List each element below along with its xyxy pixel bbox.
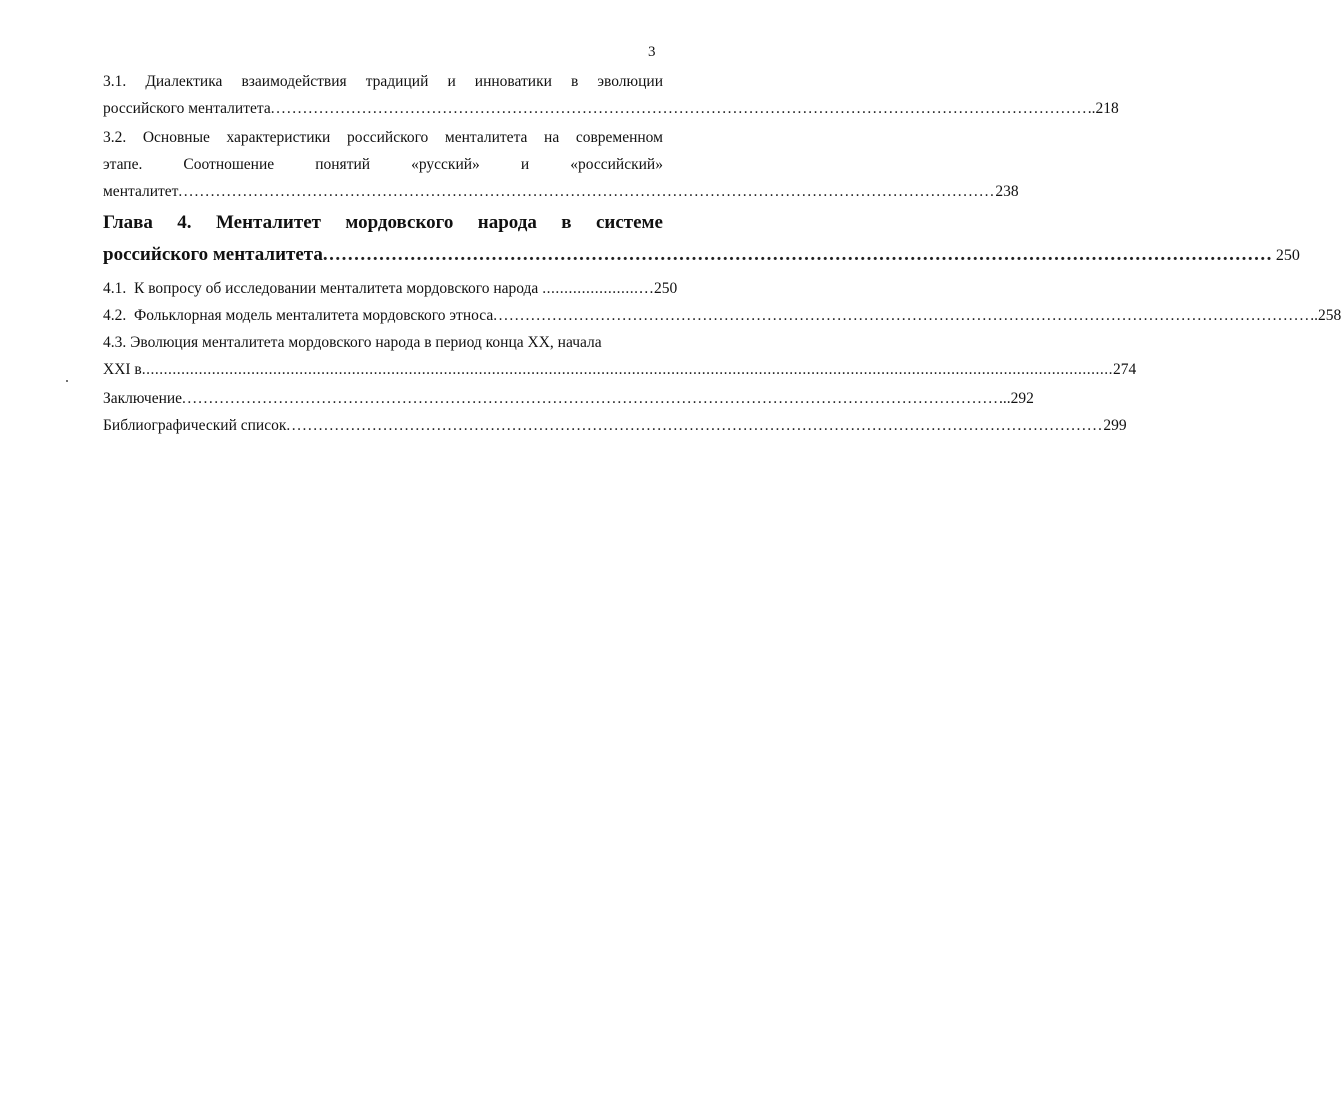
toc-entry-4-3 xyxy=(103,329,1137,383)
dot-leader: .............................................................................................................................................................................................................................. xyxy=(141,361,1113,378)
table-of-contents xyxy=(103,68,1341,439)
toc-page-number: ..258 xyxy=(1310,307,1341,324)
toc-entry-4-2 xyxy=(103,302,1341,329)
toc-entry-title: российского менталитета xyxy=(103,100,271,117)
word: взаимодействия xyxy=(241,73,347,90)
word: российского xyxy=(346,129,429,146)
toc-page-number: ..218 xyxy=(1087,100,1119,117)
word: этапе. xyxy=(103,156,143,173)
word: 3.1. xyxy=(103,73,127,90)
dot-leader: ........................................................................................................................................................ xyxy=(182,390,1000,407)
toc-chapter-4-line2 xyxy=(103,239,1300,272)
word: в xyxy=(570,73,579,90)
word: мордовского xyxy=(345,212,454,233)
toc-page-number: ...292 xyxy=(999,390,1034,407)
word: Глава xyxy=(103,212,153,233)
dot-leader: ........................................................................................................................................................ xyxy=(178,183,996,200)
toc-entry-title: 4.2. Фольклорная модель менталитета мордовского этноса xyxy=(103,307,494,324)
toc-entry-title: Заключение xyxy=(103,390,183,407)
toc-entry-3-1 xyxy=(103,68,1119,122)
page-number: 3 xyxy=(648,44,656,60)
dot-leader: ........................................................................................................................................................ xyxy=(286,417,1104,434)
toc-page-number: 274 xyxy=(1113,361,1137,378)
toc-entry-3-2-line1 xyxy=(103,124,663,151)
word: понятий xyxy=(315,156,371,173)
toc-entry-3-1-line2 xyxy=(103,95,1119,122)
toc-entry-3-2-line2 xyxy=(103,151,663,178)
word: и xyxy=(520,156,530,173)
toc-page-number: 299 xyxy=(1103,417,1127,434)
word: инноватики xyxy=(474,73,552,90)
word: на xyxy=(544,129,560,146)
dot-leader: ...................... xyxy=(542,280,639,297)
word: 3.2. xyxy=(103,129,127,146)
word: Менталитет xyxy=(215,212,321,233)
word: народа xyxy=(477,212,537,233)
toc-page-number: 238 xyxy=(995,183,1019,200)
word: Соотношение xyxy=(183,156,275,173)
word: «русский» xyxy=(411,156,480,173)
toc-entry-title: менталитет xyxy=(103,183,179,200)
word: эволюции xyxy=(597,73,663,90)
word: 4. xyxy=(177,212,192,233)
toc-entry-title: 4.1. К вопросу об исследовании менталитета мордовского народа xyxy=(103,280,543,297)
toc-entry-title: российского менталитета xyxy=(103,244,323,265)
word: традиций xyxy=(365,73,429,90)
dot-leader: ........................................................................................................................................................ xyxy=(270,100,1088,117)
word: Диалектика xyxy=(145,73,223,90)
toc-entry-bibliography xyxy=(103,412,1127,439)
toc-entry-title: XXI в xyxy=(103,361,142,378)
scan-speck xyxy=(66,380,68,382)
toc-entry-4-3-line1: 4.3. Эволюция менталитета мордовского народа в период конца XX, начала xyxy=(103,334,602,351)
toc-chapter-4 xyxy=(103,207,1300,272)
toc-entry-title: Библиографический список xyxy=(103,417,287,434)
word: системе xyxy=(595,212,663,233)
toc-entry-4-1 xyxy=(103,275,678,302)
word: в xyxy=(561,212,572,233)
toc-entry-4-3-line2 xyxy=(103,356,1137,383)
toc-entry-3-1-line1 xyxy=(103,68,663,95)
word: современном xyxy=(575,129,663,146)
word: Основные xyxy=(142,129,210,146)
word: и xyxy=(447,73,456,90)
word: характеристики xyxy=(226,129,331,146)
dot-leader: ........................................................................................................................................................ xyxy=(322,244,1273,265)
dot-leader: ........................................................................................................................................................ xyxy=(493,307,1311,324)
toc-page-number: 250 xyxy=(1275,247,1300,264)
toc-entry-3-2-line3 xyxy=(103,178,1019,205)
toc-entry-3-2 xyxy=(103,124,1019,205)
word: менталитета xyxy=(444,129,528,146)
word: «российский» xyxy=(570,156,663,173)
toc-entry-conclusion xyxy=(103,385,1034,412)
toc-chapter-4-line1 xyxy=(103,207,663,239)
toc-page-number: …250 xyxy=(638,280,678,297)
